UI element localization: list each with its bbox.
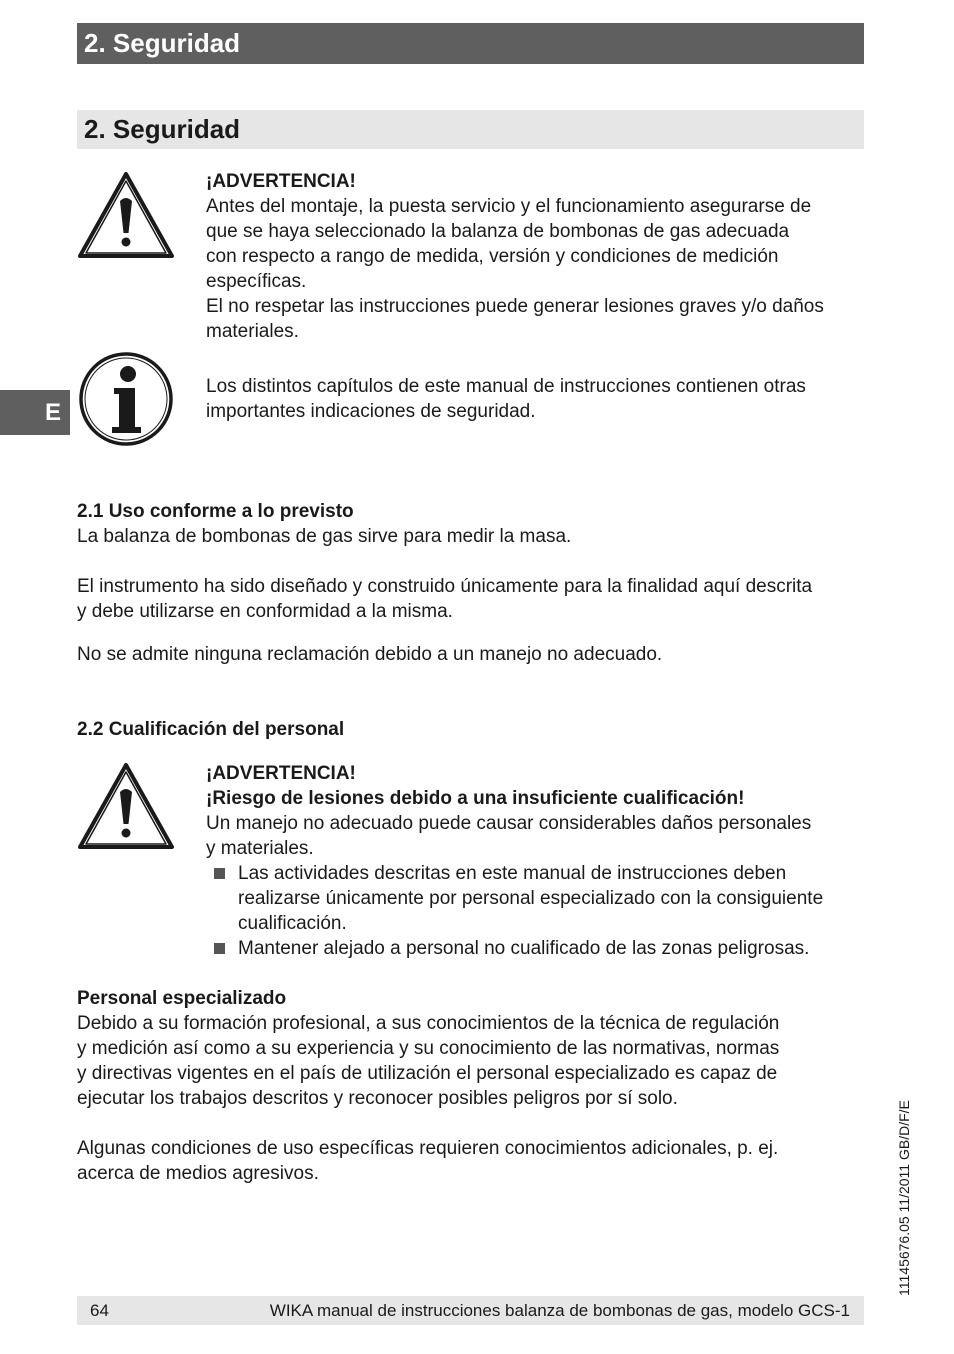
section-heading: Personal especializado — [77, 988, 287, 1009]
paragraph: No se admite ninguna reclamación debido a un manejo no adecuado. — [77, 644, 663, 665]
language-tab-label: E — [44, 399, 61, 426]
paragraph-line: y debe utilizarse en conformidad a la misma. — [77, 601, 453, 622]
warning-title: ¡ADVERTENCIA! — [206, 171, 356, 192]
section-title-bar — [77, 110, 864, 149]
warning-bullet-list — [206, 861, 866, 961]
warning-text-line: materiales. — [206, 321, 299, 342]
page-footer — [77, 1296, 864, 1325]
section-title: 2. Seguridad — [84, 114, 241, 144]
bullet-text-line: Mantener alejado a personal no cualificado de las zonas peligrosas. — [238, 938, 810, 959]
paragraph-line: y directivas vigentes en el país de utilización el personal especializado es capaz de — [77, 1063, 778, 1084]
warning-text-line: que se haya seleccionado la balanza de bombonas de gas adecuada — [206, 221, 790, 242]
warning-text-line: y materiales. — [206, 838, 314, 859]
warning-text-line: con respecto a rango de medida, versión y condiciones de medición — [206, 246, 779, 267]
bullet-item — [206, 936, 866, 961]
section-heading: 2.2 Cualificación del personal — [77, 719, 345, 740]
info-text-line: importantes indicaciones de seguridad. — [206, 401, 536, 422]
section-2-1 — [77, 499, 867, 667]
paragraph-line: Debido a su formación profesional, a sus conocimientos de la técnica de regulación — [77, 1013, 780, 1034]
paragraph-line: Algunas condiciones de uso específicas requieren conocimientos adicionales, p. ej. — [77, 1138, 779, 1159]
warning-text-line: El no respetar las instrucciones puede generar lesiones graves y/o daños — [206, 296, 824, 317]
paragraph-line: El instrumento ha sido diseñado y construido únicamente para la finalidad aquí descrita — [77, 576, 813, 597]
bullet-text-line: Las actividades descritas en este manual de instrucciones deben — [238, 863, 787, 884]
bullet-item — [206, 861, 866, 936]
document-code: 11145676.05 11/2011 GB/D/F/E — [896, 1100, 912, 1296]
paragraph: La balanza de bombonas de gas sirve para medir la masa. — [77, 526, 572, 547]
warning-text-line: Antes del montaje, la puesta servicio y el funcionamiento asegurarse de — [206, 196, 812, 217]
warning-text-line: específicas. — [206, 271, 307, 292]
bullet-text-line: cualificación. — [238, 913, 347, 934]
page-header-title: 2. Seguridad — [84, 28, 241, 58]
page-header-bar — [77, 23, 864, 64]
info-block — [206, 374, 866, 424]
paragraph-line: acerca de medios agresivos. — [77, 1163, 319, 1184]
info-icon — [77, 351, 175, 447]
warning-triangle-icon — [77, 171, 175, 259]
page-number: 64 — [90, 1301, 109, 1320]
paragraph-line: ejecutar los trabajos descritos y reconocer posibles peligros por sí solo. — [77, 1088, 678, 1109]
warning-block-1 — [206, 169, 866, 344]
footer-title: WIKA manual de instrucciones balanza de bombonas de gas, modelo GCS-1 — [269, 1301, 850, 1320]
section-heading: 2.1 Uso conforme a lo previsto — [77, 501, 354, 522]
bullet-text-line: realizarse únicamente por personal especializado con la consiguiente — [238, 888, 824, 909]
warning-title: ¡ADVERTENCIA! — [206, 763, 356, 784]
bullet-square-icon — [214, 868, 225, 879]
warning-block-2 — [206, 761, 866, 961]
warning-subtitle: ¡Riesgo de lesiones debido a una insuficiente cualificación! — [206, 788, 745, 809]
paragraph-line: y medición así como a su experiencia y su conocimiento de las normativas, normas — [77, 1038, 780, 1059]
warning-text-line: Un manejo no adecuado puede causar considerables daños personales — [206, 813, 812, 834]
warning-triangle-icon — [77, 762, 175, 850]
personal-section — [77, 986, 867, 1186]
bullet-square-icon — [214, 943, 225, 954]
info-text-line: Los distintos capítulos de este manual de instrucciones contienen otras — [206, 376, 806, 397]
language-tab — [0, 390, 70, 435]
